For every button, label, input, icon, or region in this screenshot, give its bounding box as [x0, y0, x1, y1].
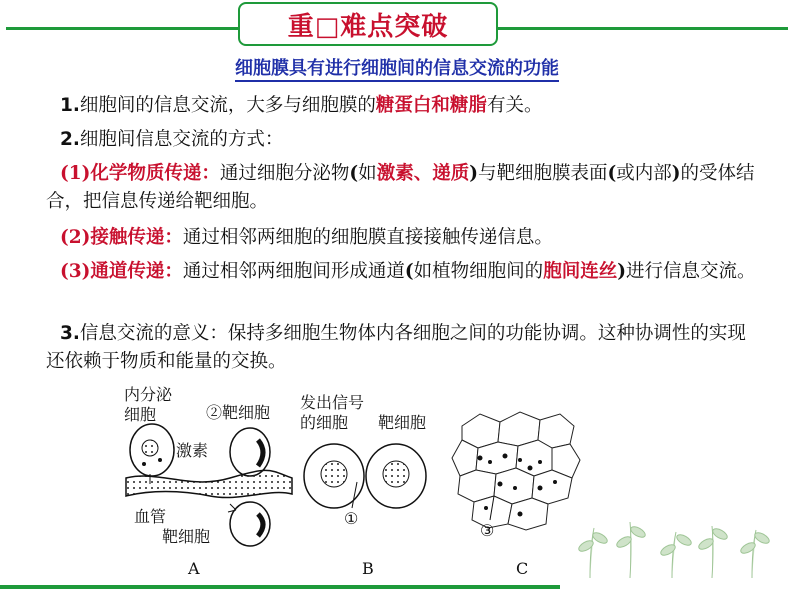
page-title-text: 重□难点突破 [287, 11, 449, 42]
figure-a [124, 385, 292, 578]
svg-text:B: B [362, 559, 374, 578]
svg-text:C: C [516, 559, 529, 578]
svg-text:③: ③ [480, 521, 495, 540]
svg-text:发出信号: 发出信号 [300, 393, 365, 412]
figure-c [452, 412, 580, 578]
svg-text:的细胞: 的细胞 [300, 413, 349, 432]
paragraph-6: 3.信息交流的意义：保持多细胞生物体内各细胞之间的功能协调。这种协调性的实现还依赖于物质和能量的交换。 [46, 323, 746, 372]
paragraph-2: 2.细胞间信息交流的方式： [60, 129, 284, 150]
sprout-decoration-icon [577, 522, 771, 578]
paragraph-3: (1)化学物质传递：通过细胞分泌物(如激素、递质)与靶细胞膜表面(或内部)的受体结合，把信息传递给靶细胞。 [46, 163, 755, 212]
svg-text:激素: 激素 [176, 441, 209, 460]
svg-text:A: A [188, 559, 200, 578]
page-title [238, 2, 498, 46]
section-subtitle-text: 细胞膜具有进行细胞间的信息交流的功能 [235, 58, 559, 82]
svg-text:靶细胞: 靶细胞 [378, 413, 427, 432]
svg-text:①: ① [344, 509, 359, 528]
footer-rule [0, 585, 560, 589]
figure-b [300, 393, 426, 578]
svg-text:内分泌: 内分泌 [124, 385, 173, 404]
nucleus-icon [142, 440, 158, 456]
svg-text:靶细胞: 靶细胞 [162, 527, 211, 546]
svg-text:②靶细胞: ②靶细胞 [206, 403, 271, 422]
section-subtitle [0, 54, 794, 80]
paragraph-4: (2)接触传递：通过相邻两细胞的细胞膜直接接触传递信息。 [60, 227, 553, 248]
cell-communication-figure [0, 378, 794, 595]
paragraph-5: (3)通道传递：通过相邻两细胞间形成通道(如植物细胞间的胞间连丝)进行信息交流。 [60, 261, 756, 282]
svg-text:血管: 血管 [134, 507, 167, 526]
paragraph-1: 1.细胞间的信息交流，大多与细胞膜的糖蛋白和糖脂有关。 [60, 95, 543, 116]
svg-text:细胞: 细胞 [124, 405, 157, 424]
